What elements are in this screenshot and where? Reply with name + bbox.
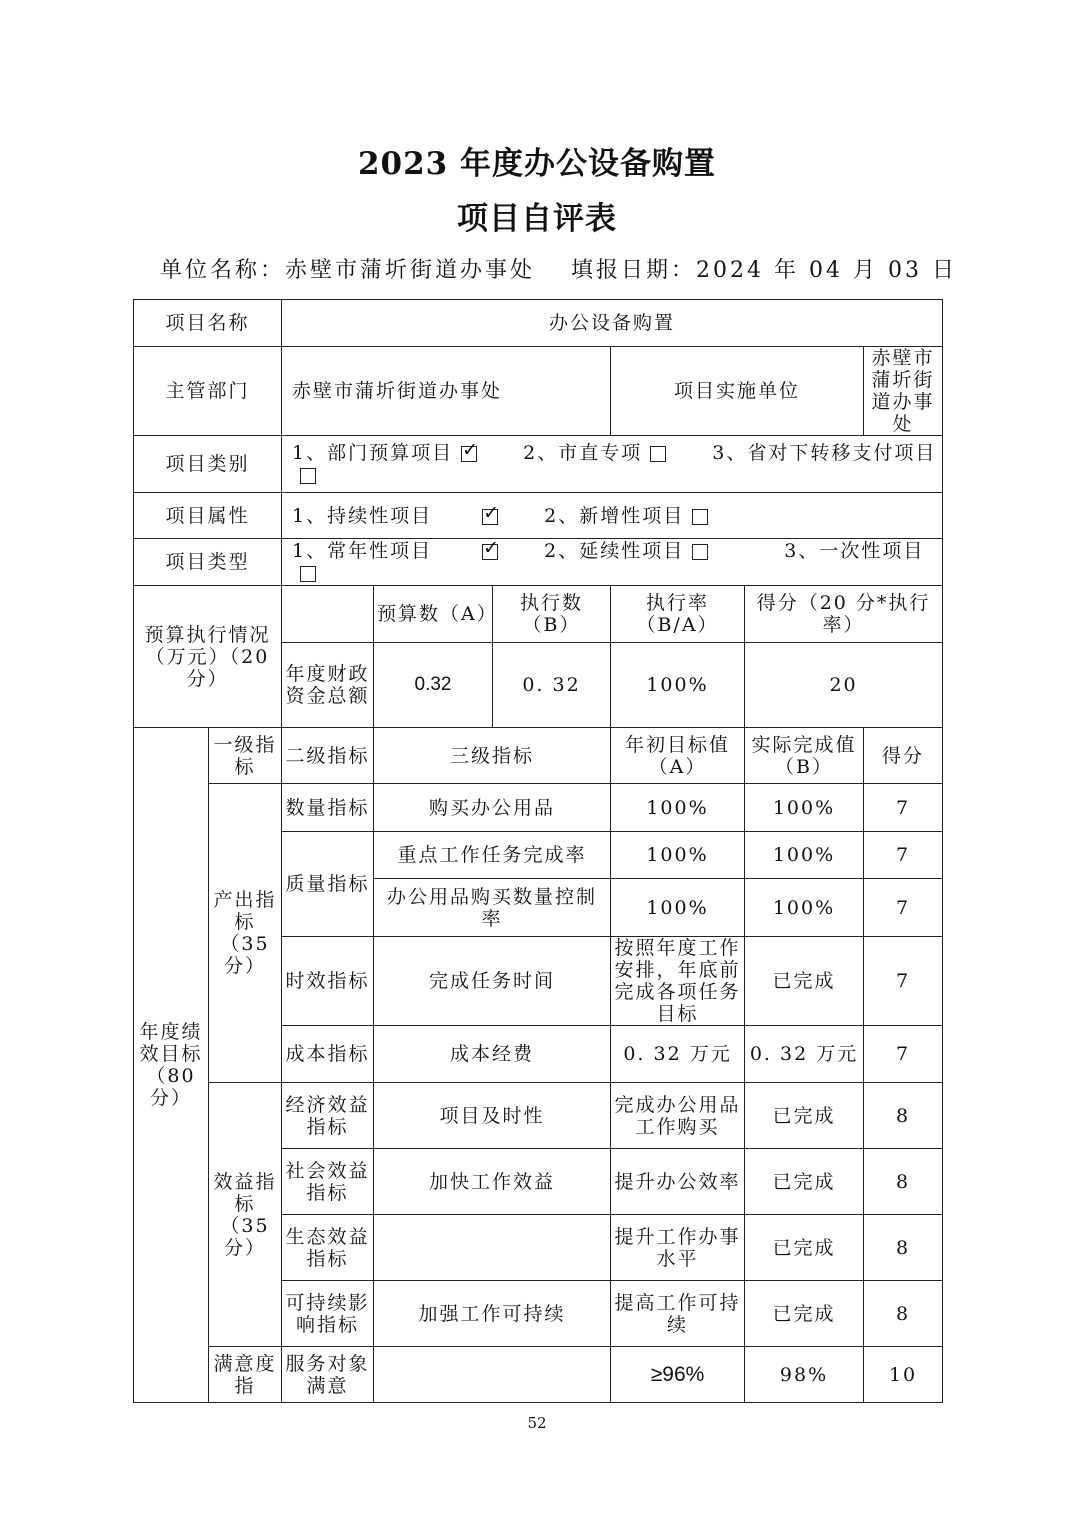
rate-value: 100% bbox=[611, 643, 745, 728]
score-cell: 7 bbox=[864, 832, 943, 879]
l2-cell: 社会效益指标 bbox=[282, 1149, 374, 1215]
dept-label: 主管部门 bbox=[134, 347, 282, 436]
actual-cell: 0. 32 万元 bbox=[745, 1026, 864, 1083]
l2-cell: 数量指标 bbox=[282, 784, 374, 832]
type-options bbox=[282, 539, 943, 586]
l2-cell: 成本指标 bbox=[282, 1026, 374, 1083]
target-cell: 提升工作办事水平 bbox=[611, 1215, 745, 1281]
l3-cell: 完成任务时间 bbox=[374, 937, 611, 1026]
l2-cell: 服务对象满意 bbox=[282, 1347, 374, 1403]
perf-header-l2: 二级指标 bbox=[282, 728, 374, 784]
page-number: 52 bbox=[527, 1414, 547, 1432]
actual-cell: 已完成 bbox=[745, 1083, 864, 1149]
category-options bbox=[282, 436, 943, 493]
target-cell: 100% bbox=[611, 879, 745, 937]
satisfaction-label: 满意度指 bbox=[209, 1347, 282, 1403]
l3-cell: 成本经费 bbox=[374, 1026, 611, 1083]
table-row bbox=[134, 1083, 943, 1149]
type-label: 项目类型 bbox=[134, 539, 282, 586]
l3-cell: 项目及时性 bbox=[374, 1083, 611, 1149]
type-opt2: 2、延续性项目 bbox=[544, 540, 716, 562]
fill-date: 填报日期：2024 年 04 月 03 日 bbox=[571, 258, 957, 283]
checkbox-icon[interactable] bbox=[692, 544, 708, 560]
actual-cell: 98% bbox=[745, 1347, 864, 1403]
actual-cell: 100% bbox=[745, 879, 864, 937]
category-opt1: 1、部门预算项目✓ bbox=[292, 442, 485, 464]
actual-cell: 100% bbox=[745, 832, 864, 879]
project-name-value: 办公设备购置 bbox=[282, 300, 943, 347]
target-cell: 提高工作可持续 bbox=[611, 1281, 745, 1347]
budget-label: 预算执行情况（万元）（20 分） bbox=[134, 586, 282, 728]
self-evaluation-table bbox=[133, 299, 943, 1403]
category-opt3: 3、省对下转移支付项目 bbox=[292, 442, 936, 486]
score-cell: 8 bbox=[864, 1281, 943, 1347]
exec-value: 0. 32 bbox=[493, 643, 611, 728]
impl-unit-label: 项目实施单位 bbox=[611, 347, 864, 436]
l3-cell: 加强工作可持续 bbox=[374, 1281, 611, 1347]
perf-header-target: 年初目标值（A） bbox=[611, 728, 745, 784]
perf-label: 年度绩效目标（80 分） bbox=[134, 728, 209, 1403]
budget-header-score: 得分（20 分*执行率） bbox=[745, 586, 943, 643]
budget-header-rate: 执行率（B/A） bbox=[611, 586, 745, 643]
target-cell: 100% bbox=[611, 784, 745, 832]
category-opt2: 2、市直专项 bbox=[523, 442, 674, 464]
score-cell: 10 bbox=[864, 1347, 943, 1403]
l3-cell bbox=[374, 1215, 611, 1281]
l3-cell: 购买办公用品 bbox=[374, 784, 611, 832]
target-cell: 按照年度工作安排，年底前完成各项任务目标 bbox=[611, 937, 745, 1026]
l3-cell bbox=[374, 1347, 611, 1403]
score-cell: 7 bbox=[864, 879, 943, 937]
score-cell: 7 bbox=[864, 1026, 943, 1083]
checkbox-icon[interactable] bbox=[300, 566, 316, 582]
score-cell: 7 bbox=[864, 937, 943, 1026]
table-row bbox=[134, 784, 943, 832]
perf-header-actual: 实际完成值（B） bbox=[745, 728, 864, 784]
actual-cell: 已完成 bbox=[745, 1149, 864, 1215]
l2-cell: 经济效益指标 bbox=[282, 1083, 374, 1149]
budget-row-label: 年度财政资金总额 bbox=[282, 643, 374, 728]
target-cell: 完成办公用品工作购买 bbox=[611, 1083, 745, 1149]
target-cell: 0. 32 万元 bbox=[611, 1026, 745, 1083]
checkbox-icon[interactable] bbox=[650, 446, 666, 462]
score-value: 20 bbox=[745, 643, 943, 728]
perf-header-score: 得分 bbox=[864, 728, 943, 784]
actual-cell: 100% bbox=[745, 784, 864, 832]
attribute-opt2: 2、新增性项目 bbox=[544, 505, 716, 527]
budget-header-blank bbox=[282, 586, 374, 643]
output-label: 产出指标（35 分） bbox=[209, 784, 282, 1083]
score-cell: 7 bbox=[864, 784, 943, 832]
page-subtitle: 项目自评表 bbox=[457, 201, 617, 237]
checkbox-icon[interactable] bbox=[300, 468, 316, 484]
score-cell: 8 bbox=[864, 1083, 943, 1149]
perf-header-l1: 一级指标 bbox=[209, 728, 282, 784]
l2-cell: 时效指标 bbox=[282, 937, 374, 1026]
target-cell: ≥96% bbox=[611, 1347, 745, 1403]
l2-cell: 质量指标 bbox=[282, 832, 374, 937]
l3-cell: 重点工作任务完成率 bbox=[374, 832, 611, 879]
l2-cell: 生态效益指标 bbox=[282, 1215, 374, 1281]
budget-value: 0.32 bbox=[374, 643, 493, 728]
perf-header-l3: 三级指标 bbox=[374, 728, 611, 784]
score-cell: 8 bbox=[864, 1149, 943, 1215]
checkbox-checked-icon[interactable] bbox=[461, 446, 477, 462]
type-opt1: 1、常年性项目✓ bbox=[292, 540, 506, 562]
category-label: 项目类别 bbox=[134, 436, 282, 493]
actual-cell: 已完成 bbox=[745, 1215, 864, 1281]
l3-cell: 办公用品购买数量控制率 bbox=[374, 879, 611, 937]
score-cell: 8 bbox=[864, 1215, 943, 1281]
checkbox-icon[interactable] bbox=[692, 509, 708, 525]
attribute-opt1: 1、持续性项目✓ bbox=[292, 505, 506, 527]
attribute-label: 项目属性 bbox=[134, 493, 282, 539]
budget-header-a: 预算数（A） bbox=[374, 586, 493, 643]
checkbox-checked-icon[interactable] bbox=[482, 509, 498, 525]
budget-header-b: 执行数（B） bbox=[493, 586, 611, 643]
actual-cell: 已完成 bbox=[745, 1281, 864, 1347]
actual-cell: 已完成 bbox=[745, 937, 864, 1026]
checkbox-checked-icon[interactable] bbox=[482, 544, 498, 560]
target-cell: 100% bbox=[611, 832, 745, 879]
page-title: 2023 年度办公设备购置 bbox=[357, 146, 717, 182]
l3-cell: 加快工作效益 bbox=[374, 1149, 611, 1215]
project-name-label: 项目名称 bbox=[134, 300, 282, 347]
table-row bbox=[134, 1347, 943, 1403]
benefit-label: 效益指标（35 分） bbox=[209, 1083, 282, 1347]
dept-value: 赤壁市蒲圻街道办事处 bbox=[282, 347, 611, 436]
attribute-options bbox=[282, 493, 943, 539]
header-meta bbox=[160, 253, 983, 284]
l2-cell: 可持续影响指标 bbox=[282, 1281, 374, 1347]
target-cell: 提升办公效率 bbox=[611, 1149, 745, 1215]
unit-name: 单位名称：赤壁市蒲圻街道办事处 bbox=[160, 258, 536, 283]
type-opt3: 3、一次性项目 bbox=[292, 540, 924, 584]
impl-unit-value: 赤壁市蒲圻街道办事处 bbox=[864, 347, 943, 436]
